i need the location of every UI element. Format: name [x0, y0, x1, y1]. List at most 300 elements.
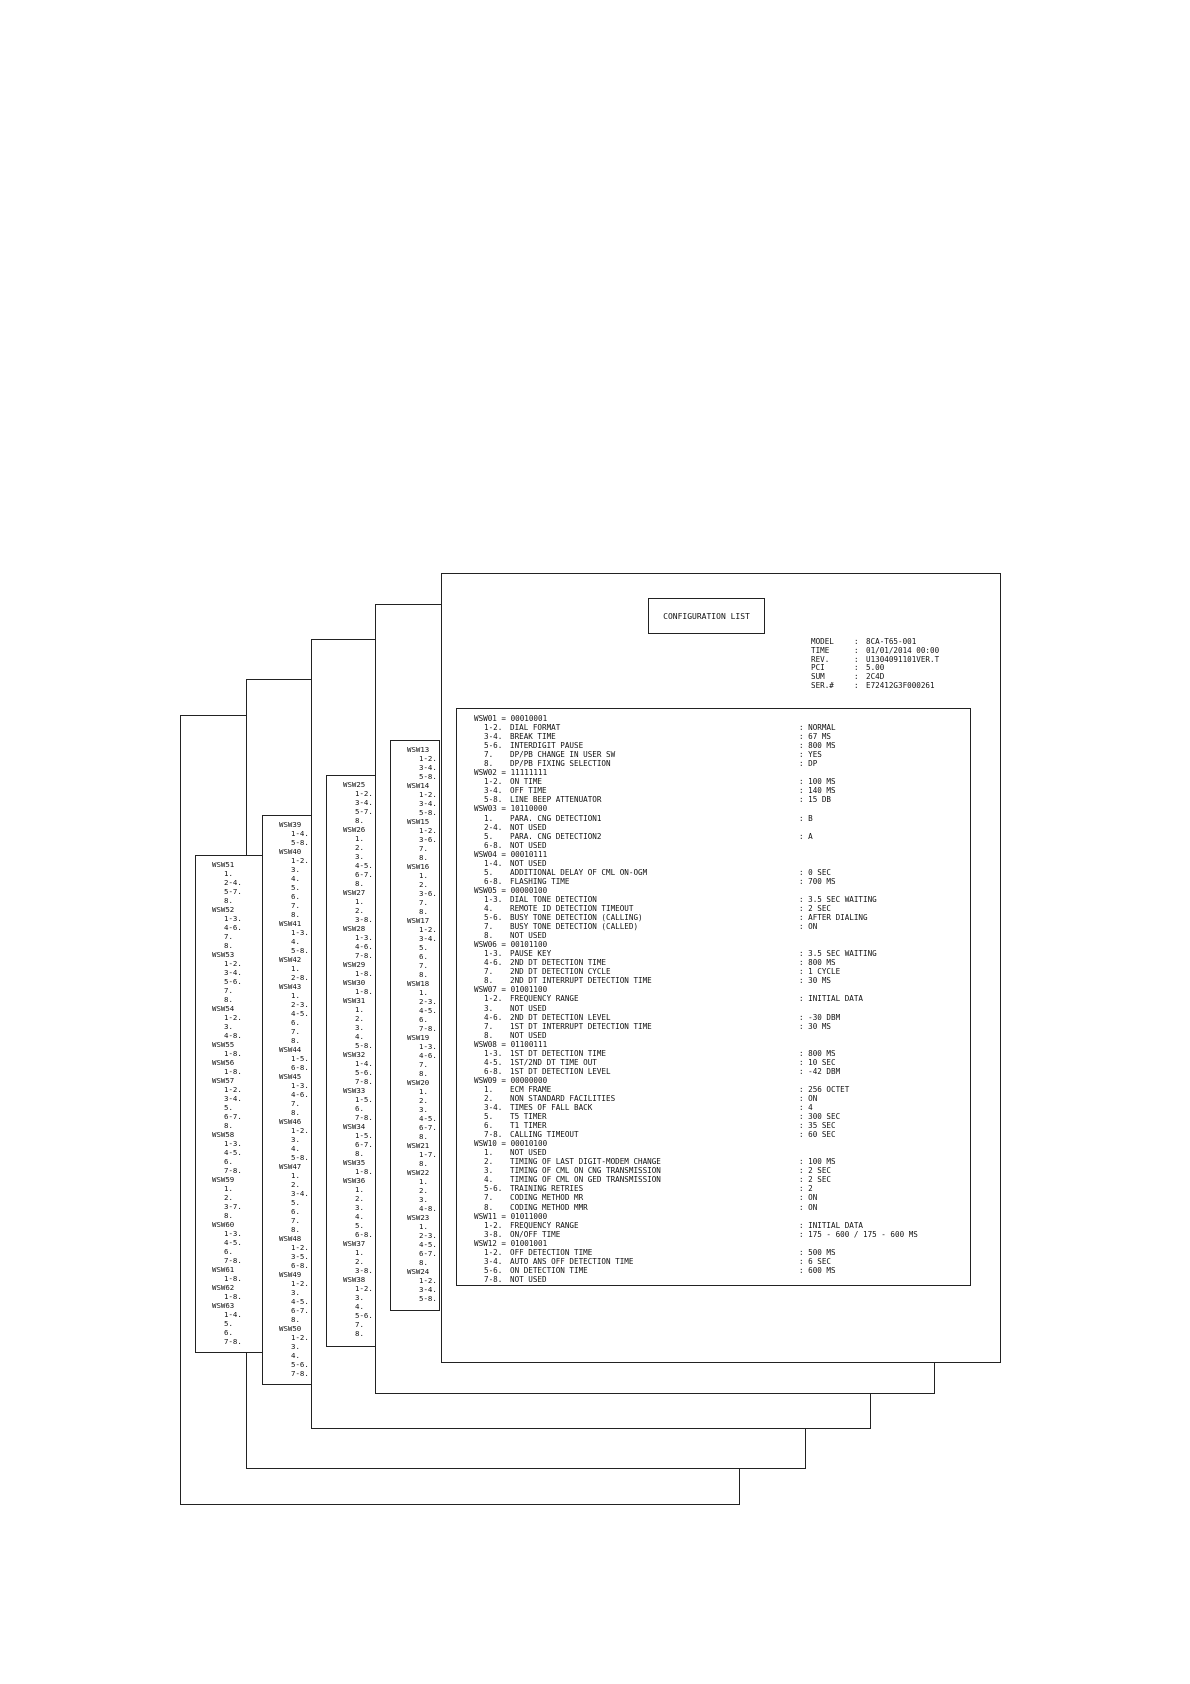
bit-range: 1-2.: [484, 1247, 503, 1257]
back-switch-code: WSW16: [407, 862, 430, 871]
back-bit-range: 5-8.: [355, 1041, 373, 1050]
setting-row: [474, 1130, 964, 1139]
back-bit-range: 1-8.: [355, 969, 373, 978]
back-switch-code: WSW49: [279, 1270, 302, 1279]
back-bit-range: 2.: [355, 1194, 364, 1203]
back-switch-code: WSW27: [343, 888, 366, 897]
back-bit-range: 7-8.: [224, 1337, 242, 1346]
back-bit-range: 2-3.: [291, 1000, 309, 1009]
setting-name: T5 TIMER: [510, 1112, 547, 1122]
back-bit-range: 5-8.: [419, 772, 437, 781]
back-bit-range: 8.: [355, 816, 364, 825]
setting-value: : 3.5 SEC WAITING: [799, 949, 877, 959]
back-switch-code: WSW41: [279, 919, 302, 928]
back-switch-code: WSW26: [343, 825, 366, 834]
back-bit-range: 4.: [291, 874, 300, 883]
setting-name: 2ND DT DETECTION LEVEL: [510, 1012, 611, 1022]
back-bit-range: 1-3.: [224, 1229, 242, 1238]
bit-range: 5-6.: [484, 913, 503, 923]
setting-value: : 800 MS: [799, 741, 836, 751]
switch-header-row: [474, 1139, 964, 1148]
back-bit-range: 2.: [355, 1014, 364, 1023]
back-bit-range: 1-2.: [224, 1013, 242, 1022]
setting-row: [474, 832, 964, 841]
back-bit-range: 1-3.: [291, 1081, 309, 1090]
back-bit-range: 8.: [419, 1069, 428, 1078]
setting-row: [474, 1103, 964, 1112]
back-page-lines-2: [279, 820, 311, 1378]
back-bit-range: 3-7.: [224, 1202, 242, 1211]
bit-range: 3.: [484, 1003, 494, 1013]
setting-name: CODING METHOD MR: [510, 1193, 584, 1203]
back-page-lines-4: [407, 745, 439, 1303]
back-bit-range: 1.: [419, 988, 428, 997]
back-bit-range: 1-4.: [224, 1310, 242, 1319]
setting-value: : 60 SEC: [799, 1130, 836, 1140]
setting-value: : 10 SEC: [799, 1057, 836, 1067]
back-switch-code: WSW43: [279, 982, 302, 991]
back-bit-range: 6-7.: [419, 1249, 437, 1258]
bit-range: 5.: [484, 867, 494, 877]
back-bit-range: 1-4.: [355, 1059, 373, 1068]
back-bit-range: 8.: [355, 1329, 364, 1338]
setting-value: : INITIAL DATA: [799, 994, 864, 1004]
setting-name: FLASHING TIME: [510, 876, 570, 886]
back-bit-range: 4-6.: [224, 923, 242, 932]
setting-row: [474, 1166, 964, 1175]
info-colon: :: [854, 645, 859, 655]
switch-header-row: [474, 1239, 964, 1248]
back-bit-range: 1.: [224, 869, 233, 878]
setting-name: CODING METHOD MMR: [510, 1202, 588, 1212]
setting-name: INTERDIGIT PAUSE: [510, 741, 584, 751]
setting-name: 1ST DT DETECTION TIME: [510, 1048, 607, 1058]
bit-range: 1-2.: [484, 723, 503, 733]
back-bit-range: 6.: [224, 1157, 233, 1166]
back-switch-code: WSW33: [343, 1086, 366, 1095]
back-bit-range: 1.: [291, 991, 300, 1000]
back-bit-range: 6-7.: [291, 1306, 309, 1315]
setting-name: NOT USED: [510, 931, 547, 941]
back-switch-code: WSW57: [212, 1076, 235, 1085]
back-bit-range: 3-4.: [355, 798, 373, 807]
back-bit-range: 5.: [419, 943, 428, 952]
back-bit-range: 6.: [224, 1247, 233, 1256]
back-switch-code: WSW59: [212, 1175, 235, 1184]
title-text: CONFIGURATION LIST: [663, 611, 750, 621]
setting-value: : 15 DB: [799, 795, 832, 805]
setting-row: [474, 904, 964, 913]
setting-value: : 800 MS: [799, 1048, 836, 1058]
setting-value: : 140 MS: [799, 786, 836, 796]
back-switch-code: WSW13: [407, 745, 430, 754]
setting-row: [474, 1067, 964, 1076]
setting-name: NOT USED: [510, 1274, 547, 1284]
setting-row: [474, 895, 964, 904]
setting-value: : 2 SEC: [799, 1175, 832, 1185]
setting-name: ON TIME: [510, 777, 543, 787]
info-value: E72412G3F000261: [866, 680, 935, 690]
setting-value: : 2: [799, 1184, 813, 1194]
back-bit-range: 8.: [419, 1132, 428, 1141]
back-bit-range: 6-8.: [291, 1063, 309, 1072]
back-bit-range: 6.: [291, 892, 300, 901]
back-switch-code: WSW60: [212, 1220, 235, 1229]
setting-name: 1ST/2ND DT TIME OUT: [510, 1057, 597, 1067]
back-bit-range: 4-5.: [224, 1148, 242, 1157]
setting-value: : 67 MS: [799, 732, 832, 742]
setting-name: 2ND DT DETECTION TIME: [510, 958, 607, 968]
setting-value: : 100 MS: [799, 777, 836, 787]
switch-header-row: [474, 886, 964, 895]
back-bit-range: 1.: [419, 871, 428, 880]
switch-code: WSW03 = 10110000: [474, 804, 548, 814]
switch-code: WSW09 = 00000000: [474, 1075, 548, 1085]
back-switch-code: WSW53: [212, 950, 235, 959]
setting-row: [474, 1094, 964, 1103]
back-switch-code: WSW24: [407, 1267, 430, 1276]
switch-header-row: [474, 850, 964, 859]
bit-range: 2.: [484, 1157, 494, 1167]
back-switch-code: WSW44: [279, 1045, 302, 1054]
back-bit-range: 3-5.: [291, 1252, 309, 1261]
back-bit-range: 3.: [355, 1023, 364, 1032]
back-bit-range: 1-2.: [224, 1085, 242, 1094]
setting-row: [474, 1203, 964, 1212]
back-bit-range: 3-4.: [224, 968, 242, 977]
bit-range: 1-3.: [484, 894, 503, 904]
configuration-entries: [474, 714, 964, 1284]
setting-row: [474, 777, 964, 786]
setting-name: ON DETECTION TIME: [510, 1265, 588, 1275]
back-bit-range: 5-6.: [355, 1311, 373, 1320]
back-bit-range: 6-7.: [419, 1123, 437, 1132]
setting-name: FREQUENCY RANGE: [510, 1220, 579, 1230]
back-bit-range: 4-5.: [355, 861, 373, 870]
back-page-lines-3: [343, 780, 375, 1338]
bit-range: 4.: [484, 1175, 494, 1185]
setting-name: TIMING OF CML ON GED TRANSMISSION: [510, 1175, 661, 1185]
switch-code: WSW04 = 00010111: [474, 849, 548, 859]
info-colon: :: [854, 637, 859, 646]
back-bit-range: 2-8.: [291, 973, 309, 982]
back-bit-range: 3.: [224, 1022, 233, 1031]
back-switch-code: WSW28: [343, 924, 366, 933]
back-bit-range: 5-6.: [224, 977, 242, 986]
back-bit-range: 1-8.: [224, 1049, 242, 1058]
back-bit-range: 4-6.: [419, 1051, 437, 1060]
back-switch-code: WSW55: [212, 1040, 235, 1049]
back-bit-range: 4-5.: [291, 1297, 309, 1306]
setting-value: : ON: [799, 1193, 818, 1203]
setting-name: REMOTE ID DETECTION TIMEOUT: [510, 903, 634, 913]
bit-range: 8.: [484, 976, 494, 986]
back-bit-range: 7.: [355, 1320, 364, 1329]
back-bit-range: 1-2.: [419, 1276, 437, 1285]
bit-range: 5-6.: [484, 1265, 503, 1275]
back-bit-range: 4.: [355, 1302, 364, 1311]
back-switch-code: WSW38: [343, 1275, 366, 1284]
setting-row: [474, 1112, 964, 1121]
setting-row: [474, 723, 964, 732]
setting-value: : 3.5 SEC WAITING: [799, 894, 877, 904]
setting-name: DIAL TONE DETECTION: [510, 894, 597, 904]
bit-range: 1-3.: [484, 949, 503, 959]
setting-name: TIMING OF CML ON CNG TRANSMISSION: [510, 1166, 661, 1176]
back-switch-code: WSW36: [343, 1176, 366, 1185]
back-switch-code: WSW23: [407, 1213, 430, 1222]
setting-row: [474, 859, 964, 868]
info-value: 01/01/2014 00:00: [866, 645, 940, 655]
back-bit-range: 8.: [419, 970, 428, 979]
setting-row: [474, 1184, 964, 1193]
back-bit-range: 7-8.: [355, 1113, 373, 1122]
back-bit-range: 2.: [419, 880, 428, 889]
setting-name: 1ST DT INTERRUPT DETECTION TIME: [510, 1021, 652, 1031]
switch-header-row: [474, 768, 964, 777]
back-switch-code: WSW14: [407, 781, 430, 790]
setting-row: [474, 732, 964, 741]
setting-row: [474, 922, 964, 931]
back-switch-code: WSW37: [343, 1239, 366, 1248]
setting-value: : ON: [799, 1093, 818, 1103]
setting-row: [474, 931, 964, 940]
back-bit-range: 3-4.: [224, 1094, 242, 1103]
info-colon: :: [854, 654, 859, 664]
back-bit-range: 1-8.: [355, 1167, 373, 1176]
back-bit-range: 8.: [419, 907, 428, 916]
back-bit-range: 7.: [291, 1027, 300, 1036]
switch-header-row: [474, 940, 964, 949]
bit-range: 8.: [484, 1202, 494, 1212]
setting-value: : 1 CYCLE: [799, 967, 841, 977]
configuration-list-box: [456, 708, 971, 1286]
back-bit-range: 3.: [355, 1293, 364, 1302]
setting-value: : NORMAL: [799, 723, 836, 733]
back-bit-range: 1.: [355, 897, 364, 906]
bit-range: 5-6.: [484, 741, 503, 751]
info-colon: :: [854, 663, 859, 673]
setting-value: : ON: [799, 922, 818, 932]
back-bit-range: 8.: [419, 1159, 428, 1168]
back-bit-range: 6.: [291, 1207, 300, 1216]
back-bit-range: 3.: [291, 1135, 300, 1144]
bit-range: 8.: [484, 1030, 494, 1040]
back-bit-range: 2.: [419, 1096, 428, 1105]
back-bit-range: 3.: [419, 1195, 428, 1204]
back-bit-range: 5.: [291, 883, 300, 892]
setting-value: : 600 MS: [799, 1265, 836, 1275]
back-bit-range: 7.: [224, 932, 233, 941]
back-switch-code: WSW34: [343, 1122, 366, 1131]
setting-value: : 35 SEC: [799, 1121, 836, 1131]
setting-name: NOT USED: [510, 1003, 547, 1013]
bit-range: 1-2.: [484, 994, 503, 1004]
setting-value: : YES: [799, 750, 822, 760]
setting-row: [474, 750, 964, 759]
setting-value: : A: [799, 831, 813, 841]
back-bit-range: 2.: [224, 1193, 233, 1202]
info-colon: :: [854, 672, 859, 682]
back-switch-code: WSW50: [279, 1324, 302, 1333]
back-bit-range: 2.: [355, 906, 364, 915]
back-bit-range: 6-8.: [355, 1230, 373, 1239]
setting-row: [474, 1221, 964, 1230]
back-bit-range: 7-8.: [224, 1166, 242, 1175]
setting-value: : 175 - 600 / 175 - 600 MS: [799, 1229, 918, 1239]
setting-name: BUSY TONE DETECTION (CALLING): [510, 913, 643, 923]
back-bit-range: 5-7.: [355, 807, 373, 816]
info-key: PCI: [811, 663, 825, 673]
bit-range: 3-4.: [484, 786, 503, 796]
setting-value: : 30 MS: [799, 976, 832, 986]
configuration-list-title: [648, 598, 765, 634]
setting-name: LINE BEEP ATTENUATOR: [510, 795, 602, 805]
setting-name: CALLING TIMEOUT: [510, 1130, 579, 1140]
bit-range: 1-3.: [484, 1048, 503, 1058]
setting-name: ON/OFF TIME: [510, 1229, 561, 1239]
setting-name: 2ND DT DETECTION CYCLE: [510, 967, 611, 977]
back-bit-range: 3-8.: [355, 1266, 373, 1275]
bit-range: 6-8.: [484, 1066, 503, 1076]
back-bit-range: 3.: [355, 852, 364, 861]
bit-range: 7-8.: [484, 1274, 503, 1284]
back-switch-code: WSW40: [279, 847, 302, 856]
back-bit-range: 2.: [291, 1180, 300, 1189]
info-value: 8CA-T65-001: [866, 637, 917, 646]
back-bit-range: 4-5.: [291, 1009, 309, 1018]
bit-range: 3-4.: [484, 1256, 503, 1266]
back-bit-range: 1-3.: [224, 914, 242, 923]
back-switch-code: WSW61: [212, 1265, 235, 1274]
back-switch-code: WSW15: [407, 817, 430, 826]
back-bit-range: 8.: [419, 853, 428, 862]
back-bit-range: 7.: [291, 1099, 300, 1108]
switch-code: WSW05 = 00000100: [474, 885, 548, 895]
setting-row: [474, 994, 964, 1003]
back-bit-range: 1.: [355, 834, 364, 843]
back-bit-range: 1-2.: [419, 754, 437, 763]
back-bit-range: 8.: [291, 910, 300, 919]
setting-name: PARA. CNG DETECTION1: [510, 813, 602, 823]
back-bit-range: 2-3.: [419, 1231, 437, 1240]
back-switch-code: WSW31: [343, 996, 366, 1005]
back-bit-range: 1-5.: [355, 1131, 373, 1140]
setting-row: [474, 1022, 964, 1031]
back-bit-range: 6.: [419, 952, 428, 961]
setting-row: [474, 1031, 964, 1040]
back-bit-range: 1.: [291, 1171, 300, 1180]
back-bit-range: 4-8.: [419, 1204, 437, 1213]
back-bit-range: 1-8.: [224, 1274, 242, 1283]
bit-range: 4-5.: [484, 1057, 503, 1067]
switch-code: WSW06 = 00101100: [474, 940, 548, 950]
bit-range: 5.: [484, 1112, 494, 1122]
setting-value: : -30 DBM: [799, 1012, 841, 1022]
back-switch-code: WSW54: [212, 1004, 235, 1013]
back-bit-range: 3-4.: [419, 763, 437, 772]
back-bit-range: 7-8.: [291, 1369, 309, 1378]
back-switch-code: WSW19: [407, 1033, 430, 1042]
back-bit-range: 5-6.: [291, 1360, 309, 1369]
back-bit-range: 8.: [355, 879, 364, 888]
back-bit-range: 7-8.: [355, 951, 373, 960]
setting-row: [474, 913, 964, 922]
back-bit-range: 1-2.: [291, 1126, 309, 1135]
back-bit-range: 3-4.: [419, 934, 437, 943]
setting-name: PAUSE KEY: [510, 949, 552, 959]
bit-range: 3-4.: [484, 1103, 503, 1113]
back-bit-range: 1-2.: [291, 856, 309, 865]
bit-range: 5-8.: [484, 795, 503, 805]
back-bit-range: 1.: [419, 1087, 428, 1096]
setting-value: : AFTER DIALING: [799, 913, 868, 923]
back-bit-range: 6-8.: [291, 1261, 309, 1270]
back-bit-range: 6.: [291, 1018, 300, 1027]
setting-name: NON STANDARD FACILITIES: [510, 1093, 616, 1103]
setting-value: : 2 SEC: [799, 1166, 832, 1176]
switch-code: WSW10 = 00010100: [474, 1139, 548, 1149]
setting-value: : 4: [799, 1103, 813, 1113]
setting-value: : 2 SEC: [799, 903, 832, 913]
switch-code: WSW11 = 01011000: [474, 1211, 548, 1221]
back-switch-code: WSW45: [279, 1072, 302, 1081]
info-key: TIME: [811, 645, 830, 655]
switch-code: WSW07 = 01001100: [474, 985, 548, 995]
back-switch-code: WSW30: [343, 978, 366, 987]
back-bit-range: 8.: [419, 1258, 428, 1267]
setting-value: : 6 SEC: [799, 1256, 832, 1266]
info-colon: :: [854, 680, 859, 690]
back-bit-range: 1-8.: [224, 1292, 242, 1301]
back-bit-range: 8.: [224, 1211, 233, 1220]
bit-range: 3-4.: [484, 732, 503, 742]
back-switch-code: WSW51: [212, 860, 235, 869]
setting-row: [474, 1193, 964, 1202]
back-bit-range: 7.: [419, 898, 428, 907]
switch-header-row: [474, 1040, 964, 1049]
setting-name: TIMING OF LAST DIGIT-MODEM CHANGE: [510, 1157, 661, 1167]
bit-range: 5.: [484, 831, 494, 841]
info-key: REV.: [811, 654, 830, 664]
back-bit-range: 5-8.: [291, 1153, 309, 1162]
bit-range: 7.: [484, 967, 494, 977]
back-bit-range: 3-4.: [419, 1285, 437, 1294]
back-switch-code: WSW21: [407, 1141, 430, 1150]
back-switch-code: WSW62: [212, 1283, 235, 1292]
setting-row: [474, 1230, 964, 1239]
setting-value: : -42 DBM: [799, 1066, 841, 1076]
setting-row: [474, 1013, 964, 1022]
back-bit-range: 5.: [291, 1198, 300, 1207]
setting-name: NOT USED: [510, 1030, 547, 1040]
switch-code: WSW02 = 11111111: [474, 768, 548, 778]
back-bit-range: 1.: [291, 964, 300, 973]
setting-row: [474, 1266, 964, 1275]
back-bit-range: 1-7.: [419, 1150, 437, 1159]
back-bit-range: 3-8.: [355, 915, 373, 924]
bit-range: 1.: [484, 1148, 494, 1158]
back-bit-range: 1.: [419, 1222, 428, 1231]
back-switch-code: WSW25: [343, 780, 366, 789]
back-bit-range: 2.: [355, 843, 364, 852]
back-bit-range: 7.: [291, 1216, 300, 1225]
back-bit-range: 4.: [291, 937, 300, 946]
back-bit-range: 5.: [224, 1103, 233, 1112]
back-page-list-3: [326, 775, 376, 1347]
back-bit-range: 1.: [224, 1184, 233, 1193]
setting-name: PARA. CNG DETECTION2: [510, 831, 602, 841]
